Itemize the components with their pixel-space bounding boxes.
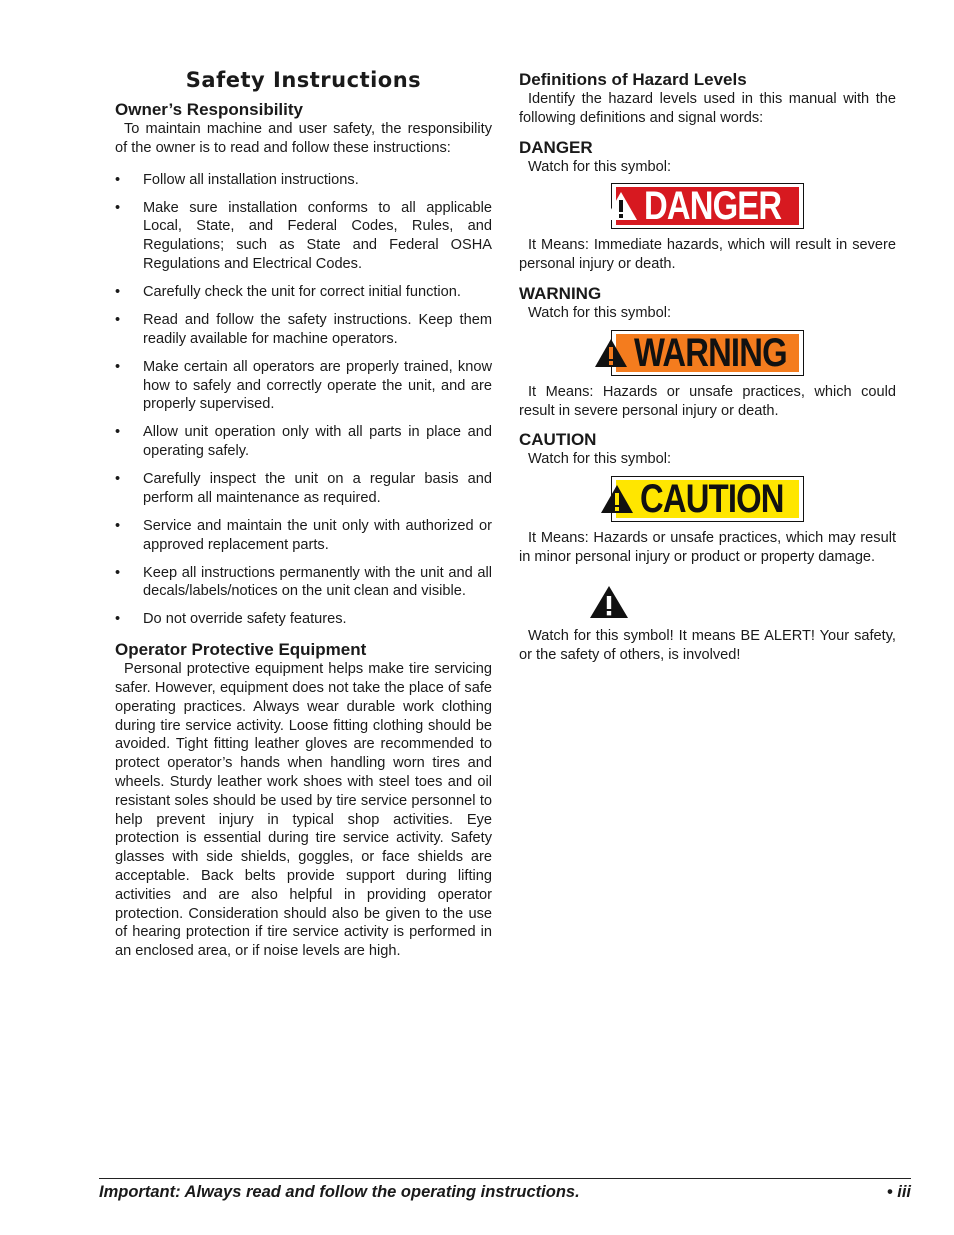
warning-heading: WARNING: [519, 283, 602, 303]
list-item: • Make certain all operators are properly trained, know how to safely and correctly operate the unit, and are properly supervised.: [115, 358, 492, 413]
warning-triangle-icon: [600, 484, 634, 514]
danger-sign: [611, 183, 804, 229]
bullet-glyph: •: [115, 358, 121, 375]
warning-triangle-icon: [604, 191, 638, 221]
list-item: • Keep all instructions permanently with the unit and all decals/labels/notices on the unit clean and visible.: [115, 564, 492, 600]
list-item: • Allow unit operation only with all parts in place and operating safely.: [115, 424, 492, 460]
danger-watch-text: Watch for this symbol:: [528, 158, 672, 175]
hazard-levels-heading: Definitions of Hazard Levels: [519, 70, 747, 89]
bullet-glyph: •: [115, 517, 121, 534]
danger-heading: DANGER: [519, 137, 593, 157]
owners-responsibility-heading: Owner’s Responsibility: [115, 100, 303, 119]
page-footer: [99, 1178, 911, 1202]
bullet-glyph: •: [115, 471, 121, 488]
left-column: [115, 66, 492, 961]
operator-protective-equipment-body: Personal protective equipment helps make tire servicing safer. However, equipment does not take the place of safe operating practices. Always wear durable work clothing during tire service activity. Loose fitting clothing should be avoided. Tight fitting leather gloves are recommended to protect operator’s hands when handling worn tires and wheels. Sturdy leather work shoes with steel toes and oil resistant soles should be used by tire service personnel to help prevent injury in typical shop activities. Eye protection is essential during tire service activity. Safety glasses with side shields, goggles, or face shields are acceptable. Back belts provide support during lifting activities and are also helpful in providing operator protection. Consideration should also be given to the use of hearing protection if tire service activity is performed in an enclosed area, or if noise levels are high.: [115, 661, 492, 960]
bullet-glyph: •: [115, 611, 121, 628]
bullet-glyph: •: [115, 199, 121, 216]
alert-triangle-icon: [589, 585, 629, 619]
bullet-glyph: •: [115, 171, 121, 188]
list-item: • Follow all installation instructions.: [115, 171, 359, 188]
right-column: [519, 66, 896, 664]
list-item: • Service and maintain the unit only with authorized or approved replacement parts.: [115, 517, 492, 553]
alert-description: Watch for this symbol! It means BE ALERT! Your safety, or the safety of others, is involved!: [519, 627, 896, 663]
warning-watch-text: Watch for this symbol:: [528, 304, 672, 321]
danger-sign-word: DANGER: [643, 184, 782, 229]
warning-meaning: It Means: Hazards or unsafe practices, which could result in severe personal injury or death.: [519, 383, 896, 419]
caution-watch-text: Watch for this symbol:: [528, 451, 672, 468]
caution-sign-word: CAUTION: [639, 477, 784, 522]
list-item: • Make sure installation conforms to all applicable Local, State, and Federal Codes, Rules, and Regulations; such as State and Federal OSHA Regulations and Electrical Codes.: [115, 199, 492, 272]
page-title: Safety Instructions: [185, 68, 422, 92]
page-number: • iii: [886, 1183, 911, 1201]
warning-triangle-icon: [594, 338, 628, 368]
list-item: • Carefully inspect the unit on a regular basis and perform all maintenance as required.: [115, 471, 492, 506]
list-item: • Carefully check the unit for correct initial function.: [115, 283, 461, 300]
list-item: • Read and follow the safety instructions. Keep them readily available for machine operators.: [115, 311, 492, 347]
bullet-glyph: •: [115, 283, 121, 300]
warning-sign-word: WARNING: [634, 330, 788, 375]
footer-note: Important: Always read and follow the operating instructions.: [99, 1183, 580, 1201]
owners-responsibility-intro: To maintain machine and user safety, the responsibility of the owner is to read and follow these instructions:: [115, 121, 492, 156]
bullet-glyph: •: [115, 564, 121, 581]
operator-protective-equipment-heading: Operator Protective Equipment: [115, 640, 367, 660]
caution-heading: CAUTION: [519, 430, 597, 450]
caution-sign: [611, 476, 804, 522]
caution-meaning: It Means: Hazards or unsafe practices, which may result in minor personal injury or product or property damage.: [519, 530, 896, 565]
warning-sign: [611, 330, 804, 376]
owners-responsibility-list: [115, 171, 492, 630]
bullet-glyph: •: [115, 311, 121, 328]
bullet-glyph: •: [115, 424, 121, 441]
hazard-levels-intro: Identify the hazard levels used in this manual with the following definitions and signal words:: [519, 91, 896, 126]
danger-meaning: It Means: Immediate hazards, which will result in severe personal injury or death.: [519, 237, 896, 273]
list-item: • Do not override safety features.: [115, 611, 347, 628]
